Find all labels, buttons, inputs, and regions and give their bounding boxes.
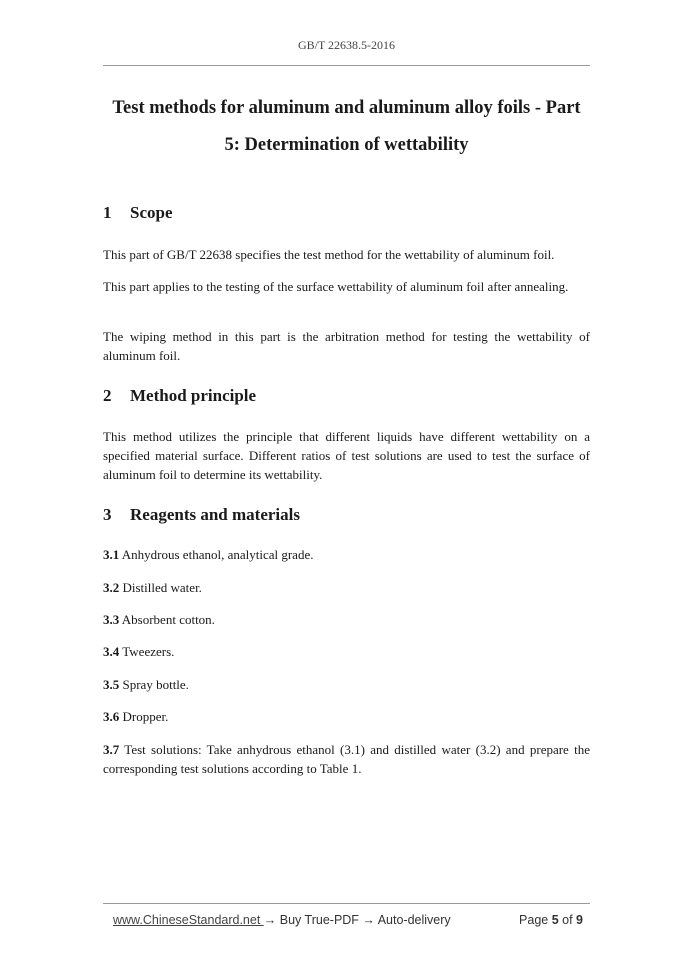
section-heading-principle: [103, 386, 256, 406]
reagent-item: [103, 707, 590, 726]
buy-text: Buy True-PDF: [276, 913, 363, 927]
item-text: Spray bottle.: [119, 677, 189, 692]
website-link[interactable]: www.ChineseStandard.net: [113, 913, 264, 927]
arrow-right-icon: →: [263, 913, 277, 927]
delivery-text: Auto-delivery: [374, 913, 451, 927]
item-number: 3.1: [103, 547, 120, 562]
item-number: 3.5: [103, 677, 120, 692]
section-heading-reagents: [103, 505, 300, 525]
page-indicator: [519, 913, 583, 927]
item-number: 3.7: [103, 742, 120, 757]
principle-paragraph: This method utilizes the principle that different liquids have different wettability on a specified material surface. Different ratios of test solutions are used to test the surface of aluminum foil to determine its wettability.: [103, 429, 590, 482]
title-line-1: Test methods for aluminum and aluminum alloy foils - Part: [112, 98, 581, 118]
section-number: 1: [103, 203, 112, 222]
item-text: Absorbent cotton.: [119, 612, 215, 627]
header-divider: [103, 65, 590, 66]
running-header: GB/T 22638.5-2016: [297, 38, 396, 52]
reagent-item: [103, 545, 590, 564]
scope-paragraph-1: This part of GB/T 22638 specifies the test method for the wettability of aluminum foil.: [103, 247, 555, 262]
page-number: 5: [551, 913, 559, 927]
section-number: 2: [103, 386, 112, 405]
document-title: [103, 90, 590, 164]
reagent-item: [103, 642, 590, 661]
section-title: Method principle: [130, 386, 257, 405]
section-title: Scope: [130, 203, 173, 222]
page-footer: [113, 913, 583, 931]
item-number: 3.4: [103, 644, 120, 659]
item-text: Tweezers.: [119, 644, 175, 659]
of-label: of: [558, 913, 577, 927]
arrow-right-icon: →: [362, 913, 375, 927]
page-total: 9: [576, 913, 583, 927]
section-heading-scope: [103, 203, 173, 223]
page-label: Page: [519, 913, 552, 927]
scope-paragraph-2: This part applies to the testing of the surface wettability of aluminum foil after annealing.: [103, 279, 569, 294]
item-text: Distilled water.: [119, 580, 202, 595]
reagent-item: [103, 610, 590, 629]
reagent-item: [103, 675, 590, 694]
title-line-2: 5: Determination of wettability: [224, 135, 469, 155]
item-text: Dropper.: [119, 709, 169, 724]
section-number: 3: [103, 505, 112, 524]
section-title: Reagents and materials: [130, 505, 300, 524]
footer-divider: [103, 903, 590, 904]
item-text: Test solutions: Take anhydrous ethanol (3.1) and distilled water (3.2) and prepare the corresponding test solutions according to Table 1.: [103, 742, 590, 776]
scope-paragraph-3: The wiping method in this part is the arbitration method for testing the wettability of aluminum foil.: [103, 329, 590, 363]
footer-promo: [113, 913, 451, 927]
item-number: 3.2: [103, 580, 120, 595]
reagent-item: [103, 740, 590, 778]
item-number: 3.3: [103, 612, 120, 627]
item-number: 3.6: [103, 709, 120, 724]
item-text: Anhydrous ethanol, analytical grade.: [119, 547, 314, 562]
reagent-item: [103, 578, 590, 597]
